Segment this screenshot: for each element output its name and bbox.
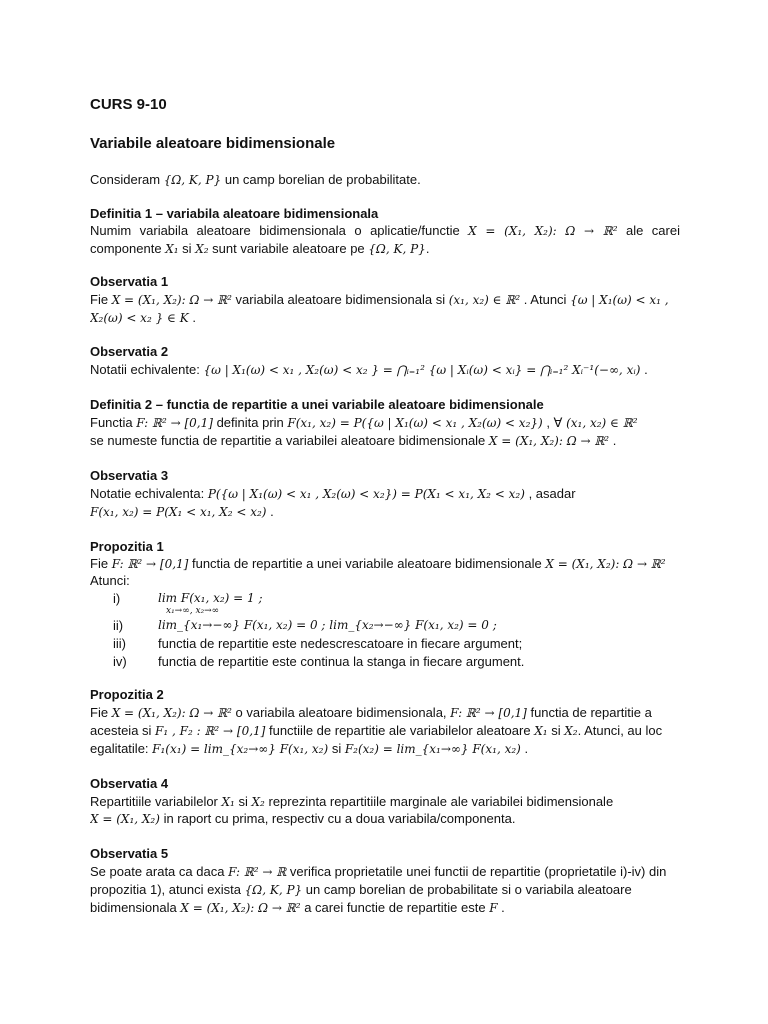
obs2-heading: Observatia 2 [90, 344, 169, 359]
prop1-item-iv-num: iv) [113, 654, 127, 669]
obs3-line2 [90, 503, 680, 521]
def1-line2-m1: X₁ [165, 242, 179, 256]
prop2-line1-m1: X = (X₁, X₂): Ω → ℝ² [111, 706, 232, 720]
obs4-line2-text: in raport cu prima, respectiv cu a doua variabila/componenta. [163, 811, 516, 826]
obs5-line3 [90, 899, 680, 917]
prop2-line3-text: egalitatile: [90, 741, 149, 756]
intro-line [90, 171, 680, 189]
obs4-line2-math: X = (X₁, X₂) [90, 812, 160, 826]
obs5-line2 [90, 881, 680, 899]
obs3-line1-math: P({ω | X₁(ω) < x₁ , X₂(ω) < x₂}) = P(X₁ < x₁, X₂ < x₂) [207, 487, 525, 501]
obs2-math: {ω | X₁(ω) < x₁ , X₂(ω) < x₂ } = ⋂ᵢ₌₁² {ω | Xᵢ(ω) < xᵢ} = ⋂ᵢ₌₁² Xᵢ⁻¹(−∞, xᵢ) [203, 363, 641, 377]
prop2-line2-si: si [551, 723, 561, 738]
obs3-line1 [90, 485, 680, 503]
obs4-line1-text2: reprezinta repartitiile marginale ale variabilei bidimensionale [268, 794, 614, 809]
prop2-line2-m2: X₁ [534, 724, 548, 738]
prop2-line1-text2: functia de repartitie a [530, 705, 652, 720]
obs5-line1-text: Se poate arata ca daca [90, 864, 225, 879]
prop2-line2-text3: . Atunci, au loc [577, 723, 663, 738]
prop1-item-iii-num: iii) [113, 636, 126, 651]
obs2-end: . [644, 362, 648, 377]
intro-text2: un camp borelian de probabilitate. [224, 172, 421, 187]
prop1-atunci: Atunci: [90, 573, 130, 588]
prop1-item-ii-math: lim_{x₁→−∞} F(x₁, x₂) = 0 ; lim_{x₂→−∞} F(x₁, x₂) = 0 ; [158, 618, 497, 632]
prop2-line2 [90, 722, 680, 740]
obs5-heading: Observatia 5 [90, 846, 169, 861]
obs5-line2-math: {Ω, K, P} [244, 883, 303, 897]
prop2-line3-m1: F₁(x₁) = lim_{x₂→∞} F(x₁, x₂) [152, 742, 329, 756]
prop2-line1 [90, 704, 680, 722]
def1-line1 [90, 222, 680, 240]
def2-line1-text3: , ∀ [546, 415, 563, 430]
obs5-line3-m2: F [489, 901, 498, 915]
obs1-line2 [90, 309, 680, 327]
prop2-line2-text2: functiile de repartitie ale variabilelor aleatoare [268, 723, 531, 738]
section-title: Variabile aleatoare bidimensionale [90, 135, 336, 152]
obs1-heading: Observatia 1 [90, 274, 169, 289]
def2-heading: Definitia 2 – functia de repartitie a unei variabile aleatoare bidimensionale [90, 397, 544, 412]
obs4-line2 [90, 810, 680, 828]
def2-line2-math: X = (X₁, X₂): Ω → ℝ² [488, 434, 610, 448]
obs4-heading: Observatia 4 [90, 776, 169, 791]
obs5-line1-math: F: ℝ² → ℝ [228, 865, 287, 879]
obs4-line1-si: si [238, 794, 248, 809]
intro-text: Consideram [90, 172, 161, 187]
prop1-line1 [90, 555, 680, 573]
prop1-item-iv-text: functia de repartitie este continua la stanga in fiecare argument. [158, 654, 525, 669]
obs1-line2-math: X₂(ω) < x₂ } ∈ K [90, 311, 189, 325]
obs3-heading: Observatia 3 [90, 468, 169, 483]
obs1-line1-m1: X = (X₁, X₂): Ω → ℝ² [111, 293, 232, 307]
obs3-line2-end: . [270, 504, 274, 519]
def1-line1-text: Numim variabila aleatoare bidimensionala o aplicatie/functie [90, 223, 460, 238]
prop2-line3-end: . [524, 741, 529, 756]
prop2-line2-m1: F₁ , F₂ : ℝ² → [0,1] [155, 724, 266, 738]
obs3-line1-text: Notatie echivalenta: [90, 486, 205, 501]
obs5-line2-text: propozitia 1), atunci exista [90, 882, 242, 897]
obs5-line3-m1: X = (X₁, X₂): Ω → ℝ² [180, 901, 301, 915]
def2-line1-text2: definita prin [216, 415, 284, 430]
obs1-line1-m3: {ω | X₁(ω) < x₁ , [570, 293, 669, 307]
def2-line1-m1: F: ℝ² → [0,1] [136, 416, 213, 430]
prop1-line1-m2: X = (X₁, X₂): Ω → ℝ² [545, 557, 666, 571]
obs1-line1-text2: . Atunci [523, 292, 567, 307]
def1-line1-math: X = (X₁, X₂): Ω → ℝ² [468, 224, 618, 238]
prop2-line3 [90, 740, 680, 758]
prop2-heading: Propozitia 2 [90, 687, 164, 702]
obs4-line1 [90, 793, 680, 811]
obs1-line1 [90, 291, 680, 309]
prop2-line3-si: si [331, 741, 342, 756]
obs5-line1-text2: verifica proprietatile unei functii de repartitie (proprietatile i)-iv) din [289, 864, 667, 879]
obs2-text: Notatii echivalente: [90, 362, 200, 377]
prop2-line1-m2: F: ℝ² → [0,1] [450, 706, 527, 720]
def1-heading: Definitia 1 – variabila aleatoare bidimensionala [90, 206, 379, 221]
def1-line2-text2: sunt variabile aleatoare pe [212, 241, 365, 256]
obs1-line2-end: . [192, 310, 196, 325]
def2-line2-text: se numeste functia de repartitie a variabilei aleatoare bidimensionale [90, 433, 486, 448]
def1-line2-m2: X₂ [195, 242, 209, 256]
def1-line1-tail: ale carei [625, 223, 680, 238]
def2-line2-end: . [612, 433, 617, 448]
prop1-item-i-math: lim F(x₁, x₂) = 1 ; [158, 591, 263, 605]
obs4-line1-m2: X₂ [251, 795, 265, 809]
prop1-item-iii-text: functia de repartitie este nedescrescatoare in fiecare argument; [158, 636, 523, 651]
def1-line2-si: si [182, 241, 192, 256]
prop1-line1-m1: F: ℝ² → [0,1] [111, 557, 189, 571]
obs5-line1 [90, 863, 680, 881]
obs5-line3-text: bidimensionala [90, 900, 177, 915]
obs5-line3-text2: a carei functie de repartitie este [304, 900, 486, 915]
prop1-item-ii-num: ii) [113, 618, 124, 633]
prop1-item-i-num: i) [113, 591, 121, 606]
def1-line2-m3: {Ω, K, P} [368, 242, 426, 256]
obs1-line1-text: variabila aleatoare bidimensionala si [235, 292, 446, 307]
obs3-line1-tail: , asadar [528, 486, 576, 501]
obs4-line1-text: Repartitiile variabilelor [90, 794, 218, 809]
def1-line2-text: componente [90, 241, 162, 256]
obs5-line3-end: . [501, 900, 505, 915]
obs2-line [90, 361, 680, 379]
prop2-line2-m3: X₂ [564, 724, 578, 738]
def2-line1-m2: F(x₁, x₂) = P({ω | X₁(ω) < x₁ , X₂(ω) < x₂}) [287, 416, 543, 430]
def2-line2 [90, 432, 680, 450]
prop1-line1-fie: Fie [90, 556, 109, 571]
def1-line2 [90, 240, 680, 258]
obs1-line1-m2: (x₁, x₂) ∈ ℝ² [448, 293, 521, 307]
prop1-heading: Propozitia 1 [90, 539, 164, 554]
prop1-line1-text: functia de repartitie a unei variabile aleatoare bidimensionale [191, 556, 542, 571]
obs4-line1-m1: X₁ [221, 795, 235, 809]
def2-line1-m3: (x₁, x₂) ∈ ℝ² [566, 416, 638, 430]
intro-math: {Ω, K, P} [163, 173, 222, 187]
obs5-line2-text2: un camp borelian de probabilitate si o variabila aleatoare [305, 882, 632, 897]
obs3-line2-math: F(x₁, x₂) = P(X₁ < x₁, X₂ < x₂) [90, 505, 267, 519]
def1-line2-end: . [425, 241, 430, 256]
course-title: CURS 9-10 [90, 96, 167, 113]
def2-line1 [90, 414, 680, 432]
prop2-line1-fie: Fie [90, 705, 109, 720]
prop2-line1-text: o variabila aleatoare bidimensionala, [235, 705, 447, 720]
prop1-item-i-sub: x₁→∞, x₂→∞ [166, 606, 220, 616]
prop2-line3-m2: F₂(x₂) = lim_{x₁→∞} F(x₁, x₂) [344, 742, 521, 756]
obs1-line1-fie: Fie [90, 292, 109, 307]
prop2-line2-text: acesteia si [90, 723, 152, 738]
def2-line1-text: Functia [90, 415, 133, 430]
